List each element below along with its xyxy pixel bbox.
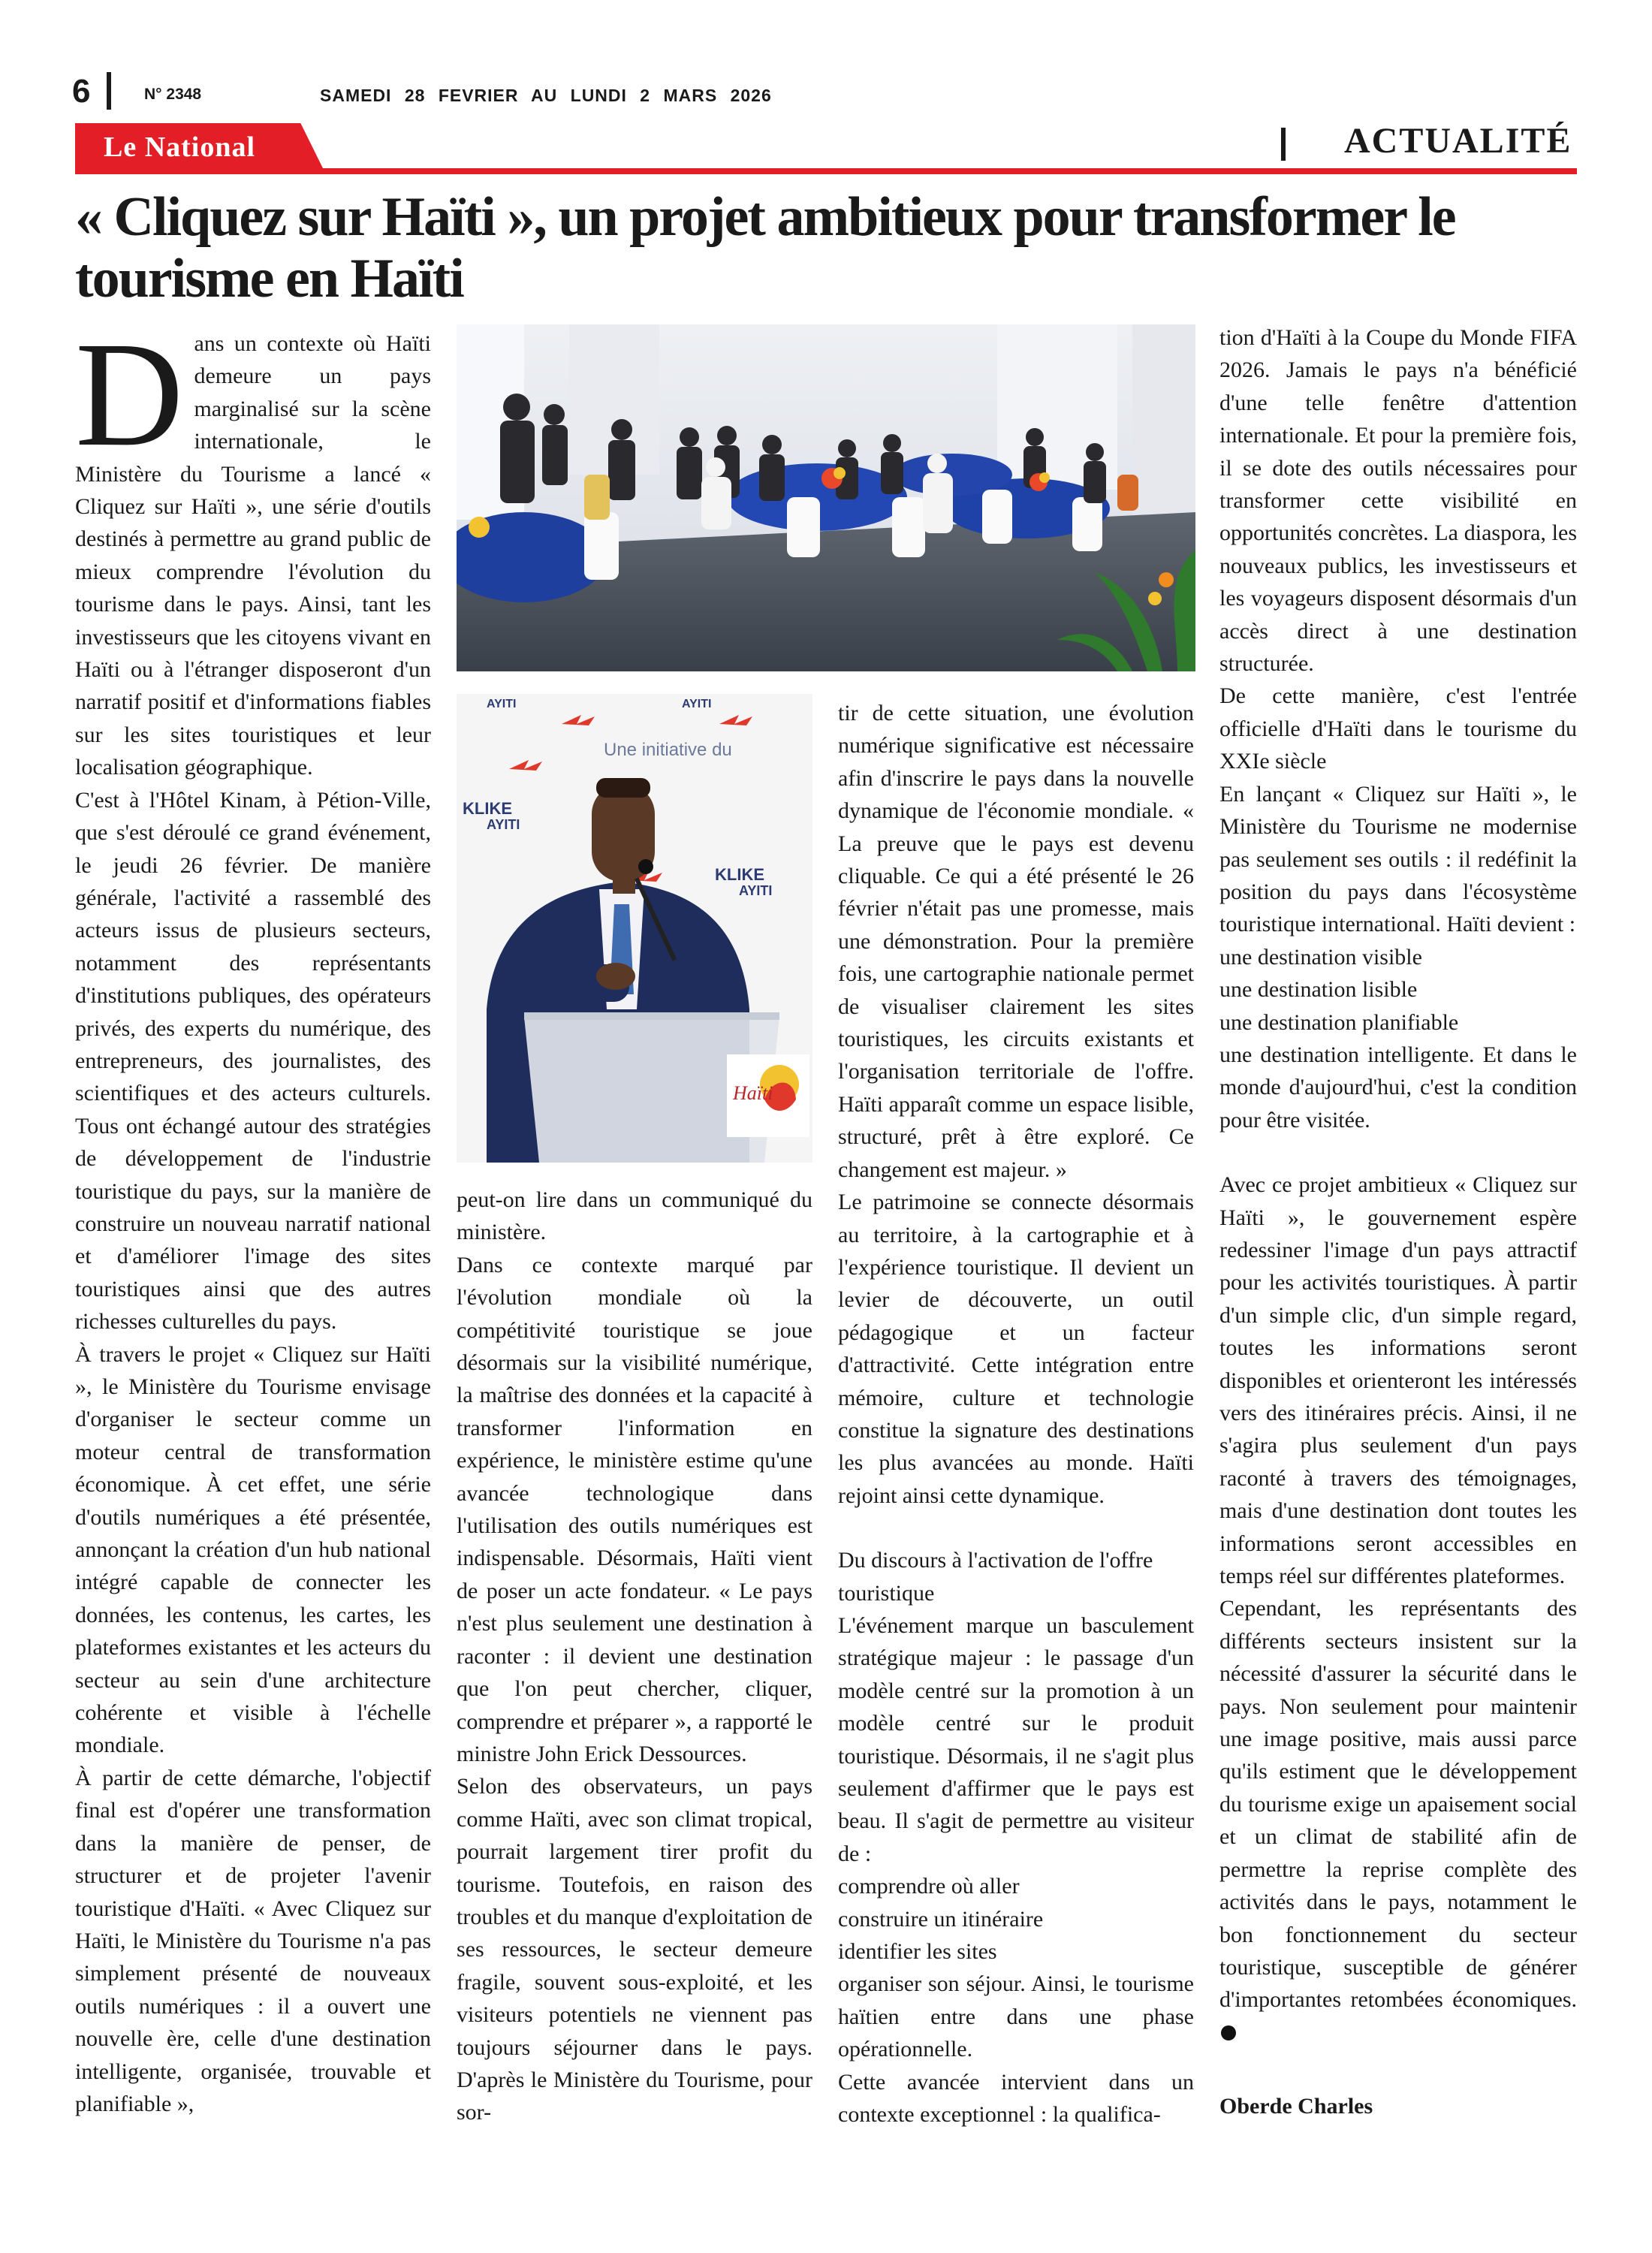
article-paragraph: tion d'Haïti à la Coupe du Monde FIFA 2026. Jamais le pays n'a bénéficié d'une telle fenêtre d'attention internationale. Et pour la première fois, il se dote des outils nécessaires pour transformer cette visibilité en opportunités concrètes. La diaspora, les nouveaux publics, les investisseurs et les voyageurs disposent désormais d'un accès direct à une destination structurée. [1219, 325, 1577, 677]
closing-text: Cependant, les représentants des différents secteurs insistent sur la nécessité d'assurer la sécurité dans le pays. Non seulement pour maintenir une image positive, mais aussi parce qu'ils estiment que le développement du tourisme exige un apaisement social et un climat de stabilité afin de permettre la reprise complète des activités dans le pays, notamment le bon fonctionnement du secteur touristique, susceptible de générer d'importantes retombées économiques. [1219, 1596, 1577, 2013]
article-paragraph: organiser son séjour. Ainsi, le tourisme haïtien entre dans une phase opérationnelle. [838, 1971, 1194, 2062]
article-paragraph: Cette avancée intervient dans un contexte exceptionnel : la qualifica- [838, 2069, 1194, 2128]
end-of-article-icon [1221, 2025, 1236, 2040]
backdrop-brand-top-1: AYITI [487, 698, 517, 710]
event-audience-image [457, 324, 1195, 671]
minister-speech-photo [457, 694, 812, 1163]
article-column-2 [457, 1184, 812, 2129]
minister-lectern-image [457, 694, 812, 1163]
subheading: Du discours à l'activation de l'offre touristique [838, 1548, 1153, 1606]
article-paragraph: Selon des observateurs, un pays comme Haïti, avec son climat tropical, pourrait largement tirer profit du tourisme. Toutefois, en raison des troubles et du manque d'exploitation de ses ressources, le secteur demeure fragile, souvent sous-exploité, et les visiteurs potentiels ne viennent pas toujours séjourner dans le pays. D'après le Ministère du Tourisme, pour sor- [457, 1774, 812, 2125]
backdrop-brand-sub-2: AYITI [739, 883, 773, 898]
page-number: 6 [72, 73, 91, 110]
article-paragraph: De cette manière, c'est l'entrée officielle d'Haïti dans le tourisme du XXIe siècle [1219, 683, 1577, 774]
drop-cap: D [75, 312, 184, 478]
article-column-4 [1219, 321, 1577, 2123]
article-paragraph: C'est à l'Hôtel Kinam, à Pétion-Ville, que s'est déroulé ce grand événement, le jeudi 26 février. De manière générale, l'activité a rassemblé des acteurs issus de plusieurs secteurs, notamment des représentants d'institutions publiques, des opérateurs privés, des experts du numérique, des entrepreneurs, des journalistes, des scientifiques et des acteurs culturels. Tous ont échangé autour des stratégies de développement de l'industrie touristique du pays, sur la manière de construire un nouveau narratif national et d'améliorer l'image des sites touristiques ainsi que des autres richesses culturelles du pays. [75, 787, 431, 1335]
lectern-logo-text: Haïti [733, 1082, 773, 1104]
article-column-3 [838, 697, 1194, 2131]
header-rule [75, 168, 1577, 174]
backdrop-brand-main-1: KLIKE [463, 799, 512, 818]
article-paragraph: L'événement marque un basculement stratégique majeur : le passage d'un modèle centré sur la promotion à un modèle centré sur le produit touristique. Désormais, il ne s'agit plus seulement d'affirmer que le pays est beau. Il s'agit de permettre au visiteur de : [838, 1612, 1194, 1866]
issue-date: SAMEDI 28 FEVRIER AU LUNDI 2 MARS 2026 [320, 86, 772, 105]
article-column-1 [75, 312, 431, 2120]
section-label: ACTUALITÉ [1344, 121, 1572, 161]
article-paragraph: À travers le projet « Cliquez sur Haïti », le Ministère du Tourisme envisage d'organiser le secteur comme un moteur central de transformation économique. À cet effet, une série d'outils numériques a été présentée, annonçant la création d'un hub national intégré capable de connecter les données, les contenus, les cartes, les plateformes existantes et les acteurs du secteur au sein d'une architecture cohérente et visible à l'échelle mondiale. [75, 1341, 431, 1758]
page-number-rule [107, 72, 111, 110]
article-paragraph: Avec ce projet ambitieux « Cliquez sur Haïti », le gouvernement espère redessiner l'image d'un pays attractif pour les activités touristiques. À partir d'un simple clic, d'un simple regard, toutes les informations seront disponibles et orienteront les intéressés vers des itinéraires précis. Ainsi, il ne s'agira plus seulement d'un pays raconté à travers des témoignages, mais d'une destination dont toutes les informations seront accessibles en temps réel sur différentes plateformes. [1219, 1172, 1577, 1589]
byline: Oberde Charles [1219, 2094, 1373, 2119]
article-headline: « Cliquez sur Haïti », un projet ambitieux pour transformer le tourisme en Haïti [75, 186, 1455, 309]
list-item: construire un itinéraire [838, 1906, 1044, 1932]
article-paragraph [75, 312, 431, 784]
list-item: une destination visible [1219, 944, 1422, 970]
backdrop-brand-sub-1: AYITI [487, 817, 520, 832]
backdrop-brand-main-2: KLIKE [715, 865, 764, 884]
list-item: comprendre où aller [838, 1874, 1020, 1899]
issue-number: N° 2348 [144, 86, 202, 103]
brand-name: Le National [104, 131, 256, 163]
lede-text: ans un contexte où Haïti demeure un pays marginalisé sur la scène internationale, le Ministère du Tourisme a lancé « Cliquez sur Haïti », une série d'outils destinés à permettre au grand public de mieux comprendre l'évolution du tourisme dans le pays. Ainsi, tant les investisseurs que les citoyens vivant en Haïti ou à l'étranger disposeront d'un narratif positif et d'informations fiables sur les sites touristiques et leur localisation géographique. [75, 331, 431, 780]
article-paragraph [1219, 1592, 1577, 2049]
article-paragraph: Dans ce contexte marqué par l'évolution mondiale où la compétitivité touristique se joue désormais sur la visibilité numérique, la maîtrise des données et la capacité à transformer l'information en expérience, le ministère estime qu'une avancée technologique dans l'utilisation des outils numériques est indispensable. Désormais, Haïti vient de poser un acte fondateur. « Le pays n'est plus seulement une destination à raconter : il devient une destination que l'on peut chercher, cliquer, comprendre et préparer », a rapporté le ministre John Erick Dessources. [457, 1252, 812, 1766]
section-separator [1281, 128, 1286, 161]
article-paragraph: peut-on lire dans un communiqué du ministère. [457, 1187, 812, 1245]
article-paragraph: Le patrimoine se connecte désormais au territoire, à la cartographie et à l'expérience touristique. Il devient un levier de découverte, un outil pédagogique et un facteur d'attractivité. Cette intégration entre mémoire, culture et technologie constitue la signature des destinations les plus avancées au monde. Haïti rejoint ainsi cette dynamique. [838, 1190, 1194, 1508]
backdrop-initiative: Une initiative du [604, 740, 732, 760]
list-item: une destination lisible [1219, 977, 1418, 1003]
article-paragraph: En lançant « Cliquez sur Haïti », le Ministère du Tourisme ne modernise pas seulement ses outils : il redéfinit la position du pays dans l'écosystème touristique international. Haïti devient : [1219, 781, 1577, 937]
article-paragraph: tir de cette situation, une évolution numérique significative est nécessaire afin d'inscrire le pays dans la nouvelle dynamique de l'économie mondiale. « La preuve que le pays est devenu cliquable. Ce qui a été présenté le 26 février n'était pas une promesse, mais une démonstration. Pour la première fois, une cartographie nationale permet de visualiser clairement les sites touristiques, les circuits existants et l'organisation territoriale de l'offre. Haïti apparaît comme un espace lisible, structuré, prêt à être exploré. Ce changement est majeur. » [838, 701, 1194, 1182]
list-item: une destination planifiable [1219, 1009, 1459, 1035]
article-paragraph: À partir de cette démarche, l'objectif final est d'opérer une transformation dans la manière de penser, de structurer et de projeter l'avenir touristique d'Haïti. « Avec Cliquez sur Haïti, le Ministère du Tourisme n'a pas simplement présenté de nouveaux outils numériques : il a ouvert une nouvelle ère, celle d'une destination intelligente, organisée, trouvable et planifiable », [75, 1765, 431, 2116]
backdrop-brand-top-2: AYITI [682, 698, 712, 710]
article-paragraph: une destination intelligente. Et dans le monde d'aujourd'hui, c'est la condition pour être visitée. [1219, 1042, 1577, 1133]
list-item: identifier les sites [838, 1939, 997, 1965]
event-audience-photo [457, 324, 1195, 671]
